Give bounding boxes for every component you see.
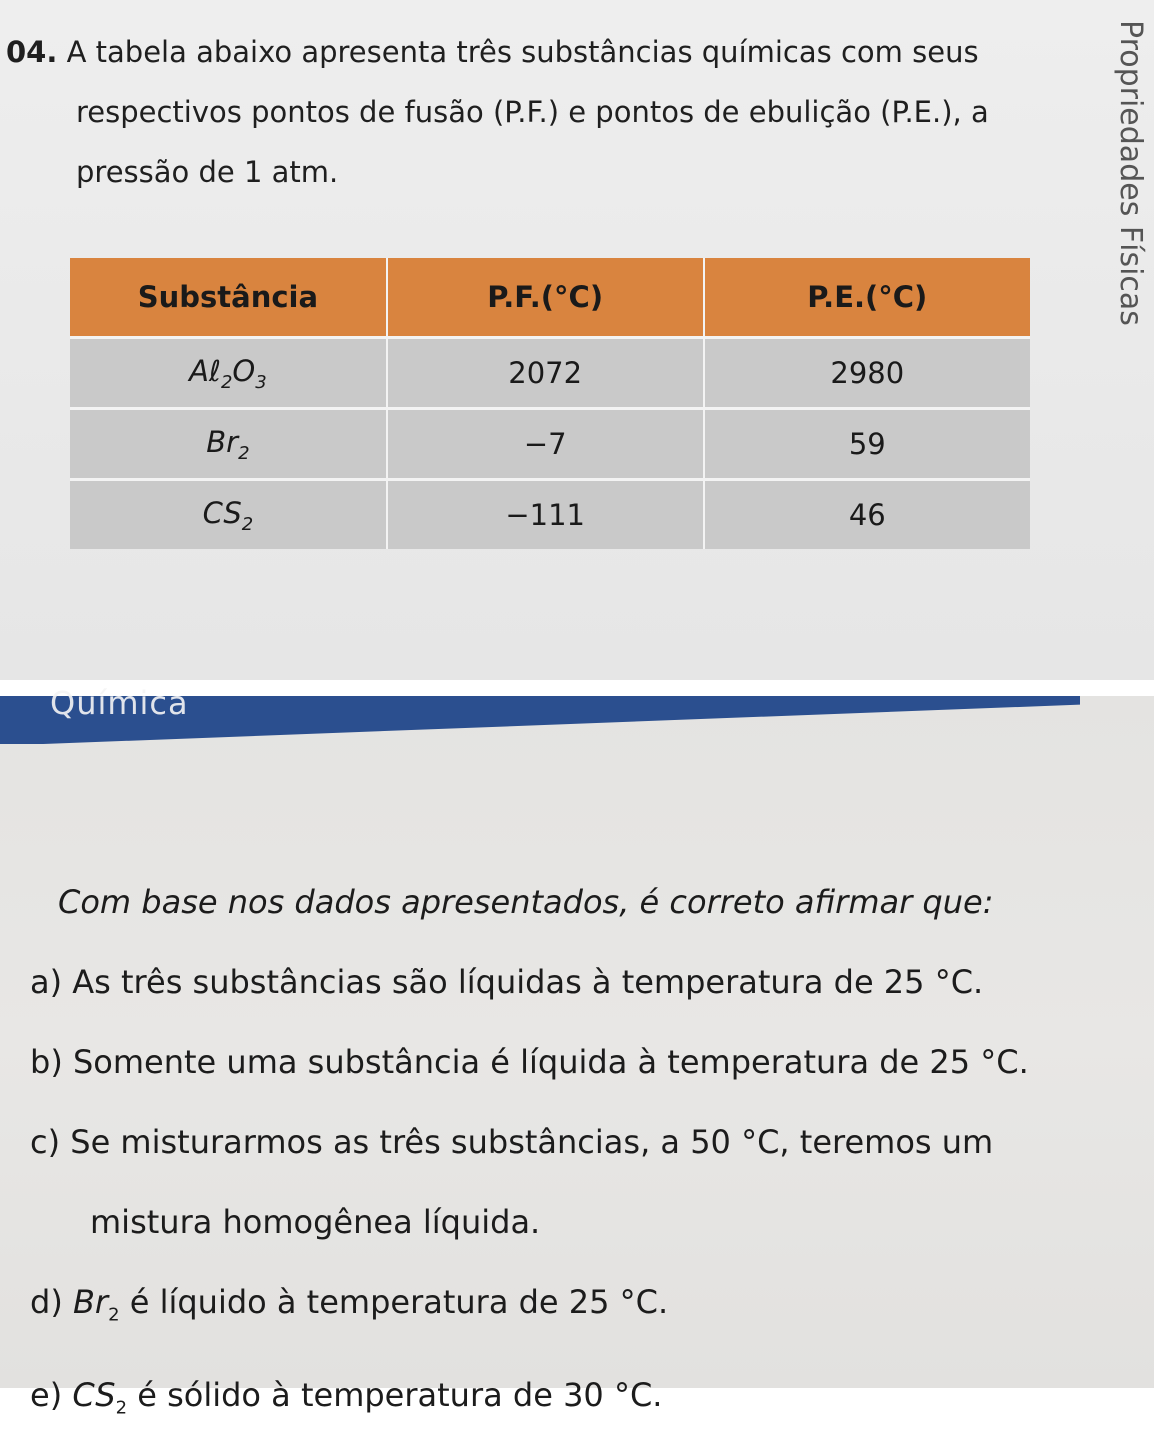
option-e-subscript: 2 <box>115 1397 128 1419</box>
melting-point-cell: −111 <box>387 480 704 550</box>
option-e-text: é sólido à temperatura de 30 °C. <box>127 1376 663 1415</box>
option-d-subscript: 2 <box>108 1304 120 1326</box>
boiling-point-cell: 2980 <box>704 338 1030 409</box>
option-b[interactable]: b) Somente uma substância é líquida à temperatura de 25 °C. <box>30 1043 1029 1081</box>
table-row <box>70 480 1030 550</box>
option-d-text: é líquido à temperatura de 25 °C. <box>119 1283 669 1321</box>
formula-text: CS <box>202 495 242 530</box>
formula-subscript: 2 <box>220 371 233 393</box>
header-boiling-point: P.E.(°C) <box>704 258 1030 338</box>
melting-point-cell: 2072 <box>387 338 704 409</box>
side-header: Propriedades Físicas <box>1113 20 1148 326</box>
option-e[interactable] <box>30 1355 1150 1448</box>
question-line-1: A tabela abaixo apresenta três substâncias químicas com seus <box>66 35 979 69</box>
option-e-prefix: e) <box>30 1376 73 1415</box>
formula-subscript: 2 <box>238 442 250 464</box>
substance-cell <box>70 480 387 550</box>
question-number: 04. <box>6 35 58 69</box>
table-header-row <box>70 258 1030 338</box>
formula-subscript: 3 <box>255 371 267 393</box>
header-melting-point: P.F.(°C) <box>387 258 704 338</box>
boiling-point-cell: 46 <box>704 480 1030 550</box>
answers-intro: Com base nos dados apresentados, é correto afirmar que: <box>58 883 994 921</box>
formula-text: Br <box>206 424 239 459</box>
question-text <box>6 22 1096 202</box>
option-c-continuation: mistura homogênea líquida. <box>90 1203 541 1241</box>
option-a[interactable]: a) As três substâncias são líquidas à temperatura de 25 °C. <box>30 963 984 1001</box>
section-label: Química <box>50 684 189 722</box>
formula-subscript: 2 <box>241 513 254 535</box>
header-substance: Substância <box>70 258 387 338</box>
melting-point-cell: −7 <box>387 409 704 480</box>
option-d[interactable] <box>30 1262 1150 1355</box>
boiling-point-cell: 59 <box>704 409 1030 480</box>
option-e-formula: CS <box>72 1376 116 1415</box>
formula-text: O <box>232 353 256 388</box>
option-c[interactable]: c) Se misturarmos as três substâncias, a 50 °C, teremos um <box>30 1123 994 1161</box>
substance-cell <box>70 409 387 480</box>
question-line-3: pressão de 1 atm. <box>76 155 339 189</box>
question-line-2: respectivos pontos de fusão (P.F.) e pontos de ebulição (P.E.), a <box>76 95 989 129</box>
table-row <box>70 409 1030 480</box>
option-d-prefix: d) <box>30 1283 73 1321</box>
table-row <box>70 338 1030 409</box>
formula-text: Aℓ <box>189 353 221 388</box>
substance-cell <box>70 338 387 409</box>
substances-table <box>70 258 1030 549</box>
option-d-formula: Br <box>72 1283 109 1321</box>
answer-options <box>30 862 1150 1449</box>
